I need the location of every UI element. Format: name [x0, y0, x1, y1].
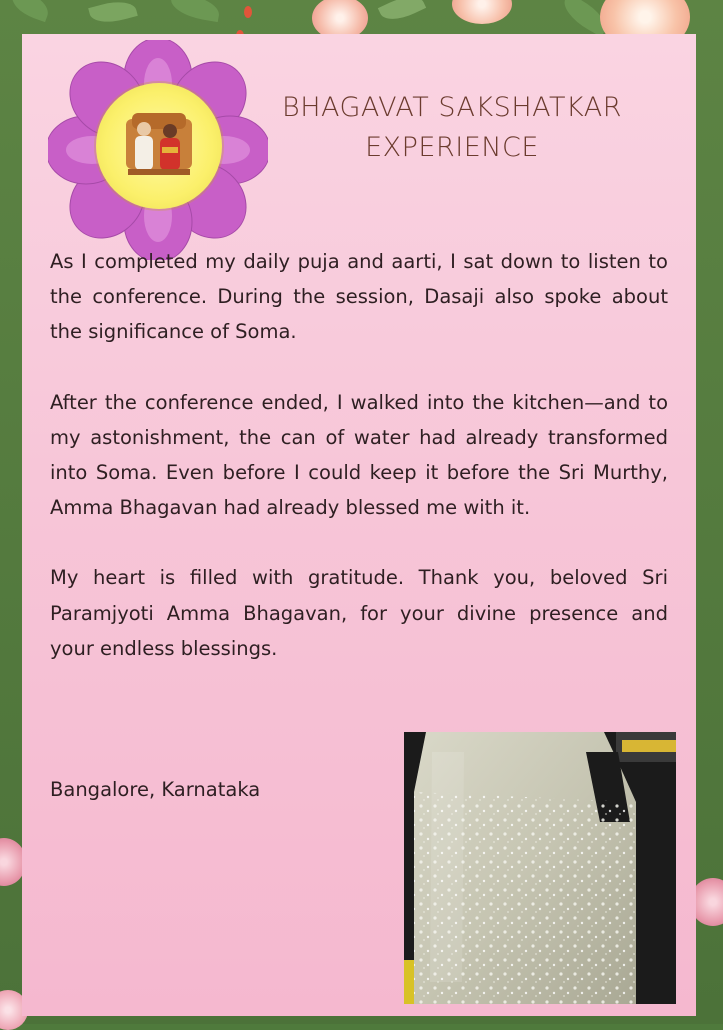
paragraph: As I completed my daily puja and aarti, I sat down to listen to the conference. During the session, Dasaji also spoke about the significance of Soma. [50, 250, 668, 344]
leaf-decoration [88, 0, 138, 28]
portrait-medallion [96, 83, 222, 209]
water-can-photo [404, 732, 676, 1004]
paragraph: My heart is filled with gratitude. Thank you, beloved Sri Paramjyoti Amma Bhagavan, for your divine presence and your endless blessings. [50, 566, 668, 660]
location-signature: Bangalore, Karnataka [50, 778, 261, 801]
deity-portrait-icon [96, 83, 222, 209]
pink-flower-decoration [452, 0, 512, 24]
title-line-2: EXPERIENCE [365, 132, 539, 163]
water-can-image [404, 732, 676, 1004]
page-title [232, 88, 672, 168]
leaf-decoration [378, 0, 426, 26]
title-line-1: BHAGAVAT SAKSHATKAR [282, 92, 622, 123]
berry-decoration [244, 6, 252, 18]
paragraph: After the conference ended, I walked into the kitchen—and to my astonishment, the can of water had already transformed into Soma. Even before I could keep it before the Sri Murthy, Amma Bhagavan had already blessed me with it. [50, 390, 668, 520]
leaf-decoration [7, 0, 52, 22]
testimony-text [50, 244, 668, 701]
leaf-decoration [168, 0, 221, 22]
